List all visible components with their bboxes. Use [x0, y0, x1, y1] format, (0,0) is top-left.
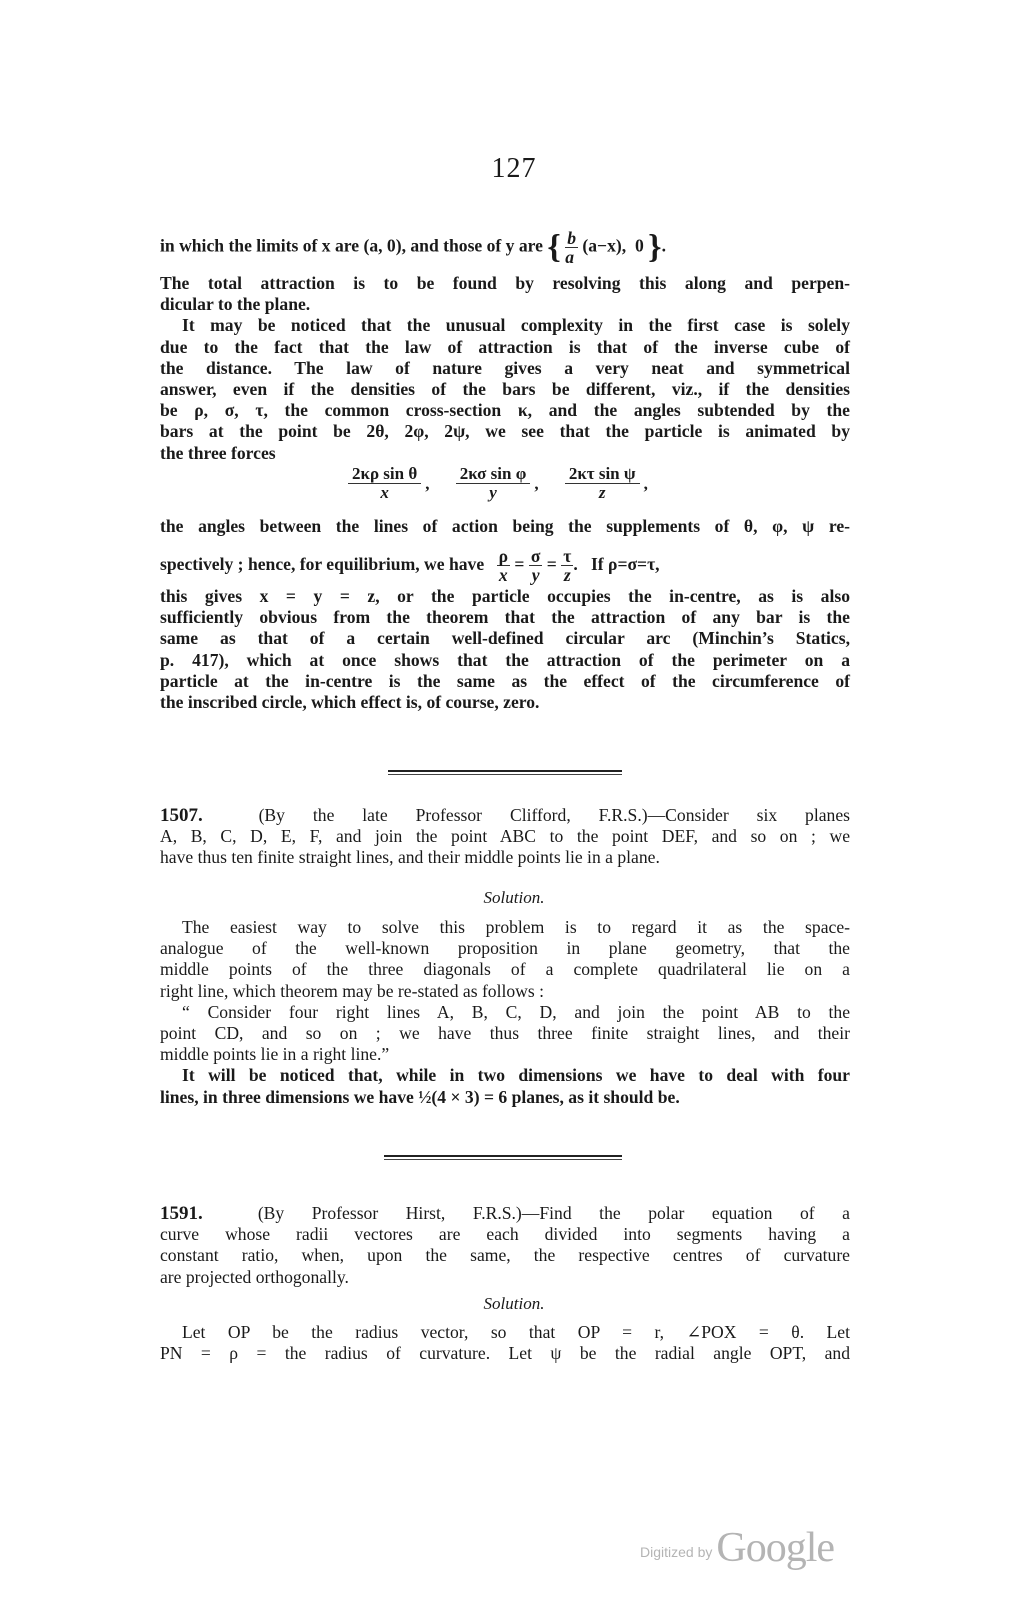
left-brace: { — [547, 228, 561, 266]
text-line: bars at the point be 2θ, 2φ, 2ψ, we see that the particle is animated by — [160, 421, 850, 442]
text-line: “ Consider four right lines A, B, C, D, and join the point AB to the — [182, 1001, 850, 1022]
equilibrium-fraction — [529, 547, 543, 584]
text-line: particle at the in-centre is the same as the effect of the circumference of — [160, 670, 850, 691]
equilibrium-numerator: ρ — [498, 546, 508, 567]
watermark-prefix: Digitized by — [640, 1544, 713, 1560]
digitized-by-google-watermark — [640, 1524, 834, 1572]
after-forces — [160, 516, 850, 537]
equilibrium-numerator: τ — [563, 546, 572, 567]
solution-heading: Solution. — [483, 1294, 545, 1313]
equilibrium-fraction — [561, 547, 573, 584]
text-line: point CD, and so on ; we have thus three finite straight lines, and their — [160, 1022, 850, 1043]
equilibrium-denominator: y — [531, 565, 540, 586]
forces-equation: $\frac{\text{2κρ sin θ}}{x}$ , $\frac{\text{2κσ sin φ}}{y}$ , $\frac{\text{2κτ sin ψ}}{z}$ , — [348, 465, 670, 502]
equilibrium-numerator: σ — [530, 546, 541, 567]
force-denominator: z — [598, 483, 606, 502]
text-line: sufficiently obvious from the theorem that the attraction of any bar is the — [160, 607, 850, 628]
text-line: Let OP be the radius vector, so that OP = r, ∠POX = θ. Let — [182, 1322, 850, 1342]
problem-statement-line — [160, 805, 850, 826]
problem-statement-line: A, B, C, D, E, F, and join the point ABC to the point DEF, and so on ; we — [160, 826, 850, 847]
section-1-closing — [160, 586, 850, 713]
equilibrium-prefix: spectively ; hence, for equilibrium, we have — [160, 554, 485, 574]
text-line: lines, in three dimensions we have ½(4 × 3) = 6 planes, as it should be. — [160, 1086, 680, 1107]
text-line: the three forces — [160, 442, 276, 463]
equilibrium-fraction — [497, 547, 510, 584]
text-line: p. 417), which at once shows that the attraction of the perimeter on a — [160, 649, 850, 670]
problem-text: (By the late Professor Clifford, F.R.S.)—Consider six planes — [258, 805, 850, 825]
equilibrium-line: spectively ; hence, for equilibrium, we have $\frac{\rho}{x}$ = $\frac{\sigma}{y}$ = $\frac{\tau}{z}$ . If ρ=σ=τ, — [160, 546, 660, 586]
text-line: middle points lie in a right line.” — [160, 1044, 390, 1065]
text-line: this gives x = y = z, or the particle occupies the in-centre, as is also — [160, 586, 850, 606]
section-divider — [388, 770, 622, 775]
text-line: due to the fact that the law of attraction is that of the inverse cube of — [160, 336, 850, 357]
text-line: It will be noticed that, while in two dimensions we have to deal with four — [182, 1065, 850, 1086]
text-line: same as that of a certain well-defined circular arc (Minchin’s Statics, — [160, 628, 850, 649]
equilibrium-denominator: z — [563, 565, 571, 586]
problem-text: (By Professor Hirst, F.R.S.)—Find the polar equation of a — [257, 1203, 850, 1223]
force-fraction — [456, 465, 531, 502]
equilibrium-suffix: If ρ=σ=τ, — [590, 554, 660, 574]
force-numerator: 2κρ sin θ — [348, 465, 421, 484]
text-line: The total attraction is to be found by resolving this along and perpen- — [160, 273, 850, 293]
section-divider — [384, 1155, 622, 1160]
section-1 — [160, 228, 850, 267]
google-logo: Google — [716, 1525, 835, 1571]
equilibrium-denominator: x — [498, 565, 508, 586]
problem-statement-line: curve whose radii vectores are each divided into segments having a — [160, 1224, 850, 1245]
text-line: be ρ, σ, τ, the common cross-section κ, and the angles subtended by the — [160, 400, 850, 421]
text-line: right line, which theorem may be re-stated as follows : — [160, 980, 545, 1001]
force-denominator: x — [380, 483, 389, 502]
solution-1507 — [160, 917, 850, 1108]
force-denominator: y — [489, 483, 497, 502]
solution-1591 — [160, 1322, 850, 1364]
solution-heading: Solution. — [483, 888, 545, 907]
problem-number: 1591. — [160, 1203, 203, 1224]
force-fraction — [565, 465, 640, 502]
force-numerator: 2κτ sin ψ — [565, 465, 640, 484]
section-1-paragraphs — [160, 273, 850, 464]
page-number: 127 — [491, 153, 537, 184]
text-line: middle points of the three diagonals of a complete quadrilateral lie on a — [160, 959, 850, 980]
text-line: dicular to the plane. — [160, 294, 311, 315]
problem-statement-line — [160, 1203, 850, 1224]
text-line: the inscribed circle, which effect is, of course, zero. — [160, 691, 540, 712]
brace-fraction — [565, 229, 578, 266]
problem-number: 1507. — [160, 805, 203, 826]
text-line: PN = ρ = the radius of curvature. Let ψ be the radial angle OPT, and — [160, 1343, 850, 1364]
text-line: It may be noticed that the unusual complexity in the first case is solely — [182, 315, 850, 336]
text-line: the distance. The law of nature gives a very neat and symmetrical — [160, 357, 850, 378]
force-numerator: 2κσ sin φ — [456, 465, 531, 484]
problem-statement-line: constant ratio, when, upon the same, the respective centres of curvature — [160, 1245, 850, 1266]
problem-1591 — [160, 1203, 850, 1288]
problem-statement-line: have thus ten finite straight lines, and their middle points lie in a plane. — [160, 847, 660, 868]
brace-fraction-denominator: a — [565, 247, 574, 267]
intro-text: in which the limits of x are (a, 0), and those of y are — [160, 235, 543, 256]
problem-1507 — [160, 805, 850, 869]
text-line: answer, even if the densities of the bars be different, viz., if the densities — [160, 378, 850, 399]
force-fraction — [348, 465, 421, 502]
problem-statement-line: are projected orthogonally. — [160, 1266, 349, 1287]
text-line: the angles between the lines of action being the supplements of θ, φ, ψ re- — [160, 516, 850, 536]
brace-fraction-numerator: b — [567, 228, 576, 248]
brace-expression-tail: (a−x), 0 — [582, 235, 644, 256]
right-brace: } — [648, 228, 662, 266]
text-line: The easiest way to solve this problem is to regard it as the space- — [182, 917, 850, 937]
text-line: analogue of the well-known proposition in plane geometry, that the — [160, 938, 850, 959]
intro-line: in which the limits of x are (a, 0), and those of y are { $\frac{b}{a}$ (a−x), 0 }. — [160, 228, 666, 267]
